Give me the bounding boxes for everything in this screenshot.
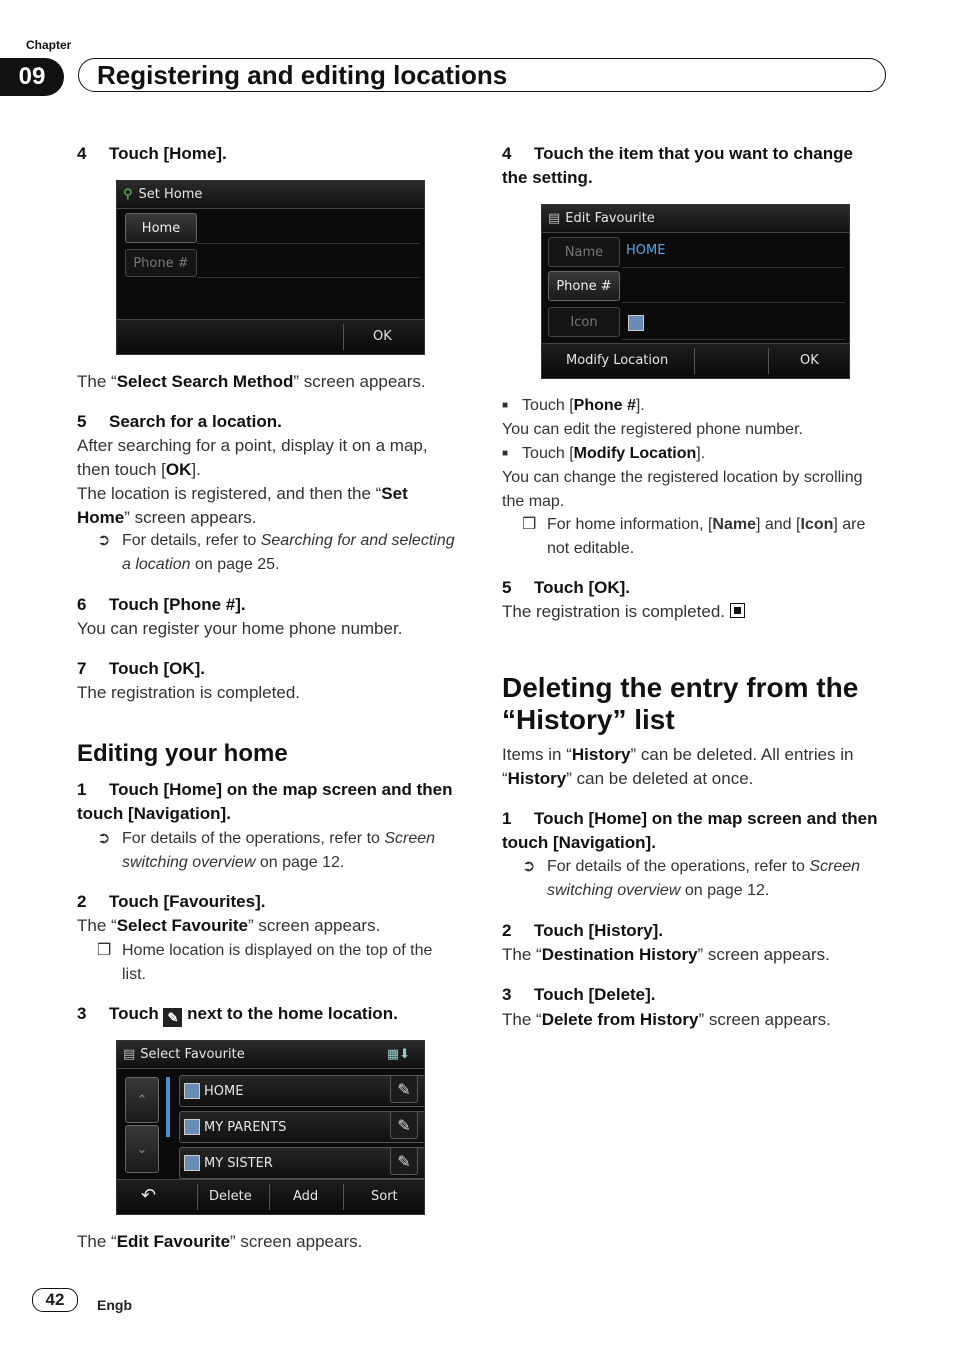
home-icon bbox=[628, 315, 644, 331]
chapter-label: Chapter bbox=[26, 38, 72, 52]
section-heading-editing: Editing your home bbox=[77, 740, 288, 767]
edit-wrench-icon[interactable]: ✎ bbox=[390, 1111, 418, 1139]
screen-title: Edit Favourite bbox=[565, 211, 655, 226]
ok-button[interactable]: OK bbox=[800, 353, 819, 368]
end-mark-icon bbox=[730, 603, 745, 618]
chapter-title: Registering and editing locations bbox=[78, 58, 886, 92]
page-language: Engb bbox=[97, 1297, 132, 1313]
scrollbar[interactable] bbox=[166, 1077, 170, 1137]
home-button[interactable]: Home bbox=[125, 213, 197, 243]
scroll-down-button[interactable]: ⌄ bbox=[125, 1125, 159, 1173]
screen-footer bbox=[117, 1179, 424, 1214]
sort-icon: ▦⬇ bbox=[386, 1047, 410, 1062]
delete-step-2: 2 Touch [History]. bbox=[502, 921, 664, 940]
screen-header bbox=[117, 181, 424, 209]
square-bullet-icon: ■ bbox=[502, 400, 509, 411]
sort-button[interactable]: Sort bbox=[371, 1189, 398, 1204]
edit-wrench-icon[interactable]: ✎ bbox=[390, 1147, 418, 1175]
step-5-note: ➲ For details, refer to Searching for and selecting a location on page 25. bbox=[97, 529, 459, 577]
location-icon bbox=[184, 1155, 200, 1171]
edit-step-1: 1 Touch [Home] on the map screen and then touch [Navigation]. bbox=[77, 780, 453, 823]
icon-label: Icon bbox=[548, 307, 620, 337]
favourite-row[interactable]: HOME bbox=[179, 1075, 425, 1107]
arrow-bullet-icon: ➲ bbox=[97, 830, 111, 847]
right-step-4: 4 Touch the item that you want to change the setting. bbox=[502, 144, 853, 187]
chapter-number: 09 bbox=[0, 58, 64, 96]
add-button[interactable]: Add bbox=[293, 1189, 319, 1204]
screen-title: Set Home bbox=[138, 187, 203, 202]
screen-header bbox=[542, 205, 849, 233]
delete-step-2-body: The “Destination History” screen appears. bbox=[502, 945, 830, 964]
favourite-row[interactable]: MY SISTER bbox=[179, 1147, 425, 1179]
ok-button[interactable]: OK bbox=[373, 329, 392, 344]
delete-step-1-note: ➲ For details of the operations, refer to Screen switching overview on page 12. bbox=[522, 855, 884, 903]
bullet-phone-body: You can edit the registered phone number. bbox=[502, 421, 803, 438]
edit-step-2-note: ❒ Home location is displayed on the top of the list. bbox=[97, 939, 447, 987]
set-home-screen bbox=[116, 180, 425, 355]
delete-step-3: 3 Touch [Delete]. bbox=[502, 985, 656, 1004]
bullet-phone: ■ Touch [Phone #]. bbox=[502, 397, 645, 414]
location-icon bbox=[184, 1119, 200, 1135]
delete-step-1: 1 Touch [Home] on the map screen and then touch [Navigation]. bbox=[502, 809, 878, 852]
step-7-body: The registration is completed. bbox=[77, 683, 300, 702]
page-number: 42 bbox=[32, 1288, 78, 1312]
right-step-5-body: The registration is completed. bbox=[502, 600, 745, 624]
step-7-heading: 7 Touch [OK]. bbox=[77, 659, 205, 678]
modify-location-button[interactable]: Modify Location bbox=[566, 353, 669, 368]
favourite-icon: ▤ bbox=[123, 1047, 136, 1062]
edit-favourite-screen bbox=[541, 204, 850, 379]
phone-button[interactable]: Phone # bbox=[548, 271, 620, 301]
step-4-heading bbox=[77, 142, 227, 166]
bullet-modify: ■ Touch [Modify Location]. bbox=[502, 445, 706, 462]
screen-header bbox=[117, 1041, 424, 1069]
step-5-heading: 5 Search for a location. bbox=[77, 412, 282, 431]
edit-favourite-text: The “Edit Favourite” screen appears. bbox=[77, 1232, 363, 1251]
favourite-icon: ▤ bbox=[548, 211, 561, 226]
edit-step-1-note: ➲ For details of the operations, refer to Screen switching overview on page 12. bbox=[97, 827, 459, 875]
select-search-method-text: The “Select Search Method” screen appears. bbox=[77, 372, 426, 391]
screen-title: Select Favourite bbox=[140, 1047, 245, 1062]
location-pin-icon: ⚲ bbox=[123, 187, 133, 202]
arrow-bullet-icon: ➲ bbox=[97, 532, 111, 549]
step-6-body: You can register your home phone number. bbox=[77, 619, 403, 638]
delete-step-3-body: The “Delete from History” screen appears. bbox=[502, 1010, 831, 1029]
step-number: 4 bbox=[77, 144, 87, 163]
arrow-bullet-icon: ➲ bbox=[522, 858, 536, 875]
step-text: Touch [Home]. bbox=[109, 144, 227, 163]
wrench-icon: ✎ bbox=[163, 1008, 182, 1027]
edit-step-3: 3 Touch ✎ next to the home location. bbox=[77, 1004, 398, 1025]
checkbox-bullet-icon: ❒ bbox=[97, 942, 112, 959]
name-label: Name bbox=[548, 237, 620, 267]
location-icon bbox=[184, 1083, 200, 1099]
step-5-body: After searching for a point, display it on a map, then touch [OK]. The location is registered, and then the “Set Home” screen appears. bbox=[77, 436, 428, 527]
name-value: HOME bbox=[626, 243, 666, 258]
bullet-modify-body: You can change the registered location by scrolling the map. bbox=[502, 469, 863, 510]
edit-wrench-icon[interactable]: ✎ bbox=[390, 1075, 418, 1103]
delete-intro: Items in “History” can be deleted. All entries in “History” can be deleted at once. bbox=[502, 745, 854, 788]
favourite-row[interactable]: MY PARENTS bbox=[179, 1111, 425, 1143]
checkbox-bullet-icon: ❒ bbox=[522, 516, 537, 533]
step-6-heading: 6 Touch [Phone #]. bbox=[77, 595, 246, 614]
edit-step-2: 2 Touch [Favourites]. bbox=[77, 892, 266, 911]
square-bullet-icon: ■ bbox=[502, 448, 509, 459]
screen-footer bbox=[542, 343, 849, 378]
delete-button[interactable]: Delete bbox=[209, 1189, 252, 1204]
scroll-up-button[interactable]: ⌃ bbox=[125, 1077, 159, 1123]
back-icon[interactable]: ↶ bbox=[141, 1185, 157, 1206]
edit-step-2-body: The “Select Favourite” screen appears. bbox=[77, 916, 381, 935]
select-favourite-screen bbox=[116, 1040, 425, 1215]
phone-field-label[interactable]: Phone # bbox=[125, 249, 197, 277]
home-info-note: ❒ For home information, [Name] and [Icon] are not editable. bbox=[522, 513, 884, 561]
section-heading-delete: Deleting the entry from the “History” list bbox=[502, 672, 859, 735]
right-step-5: 5 Touch [OK]. bbox=[502, 578, 630, 597]
screen-footer bbox=[117, 319, 424, 354]
